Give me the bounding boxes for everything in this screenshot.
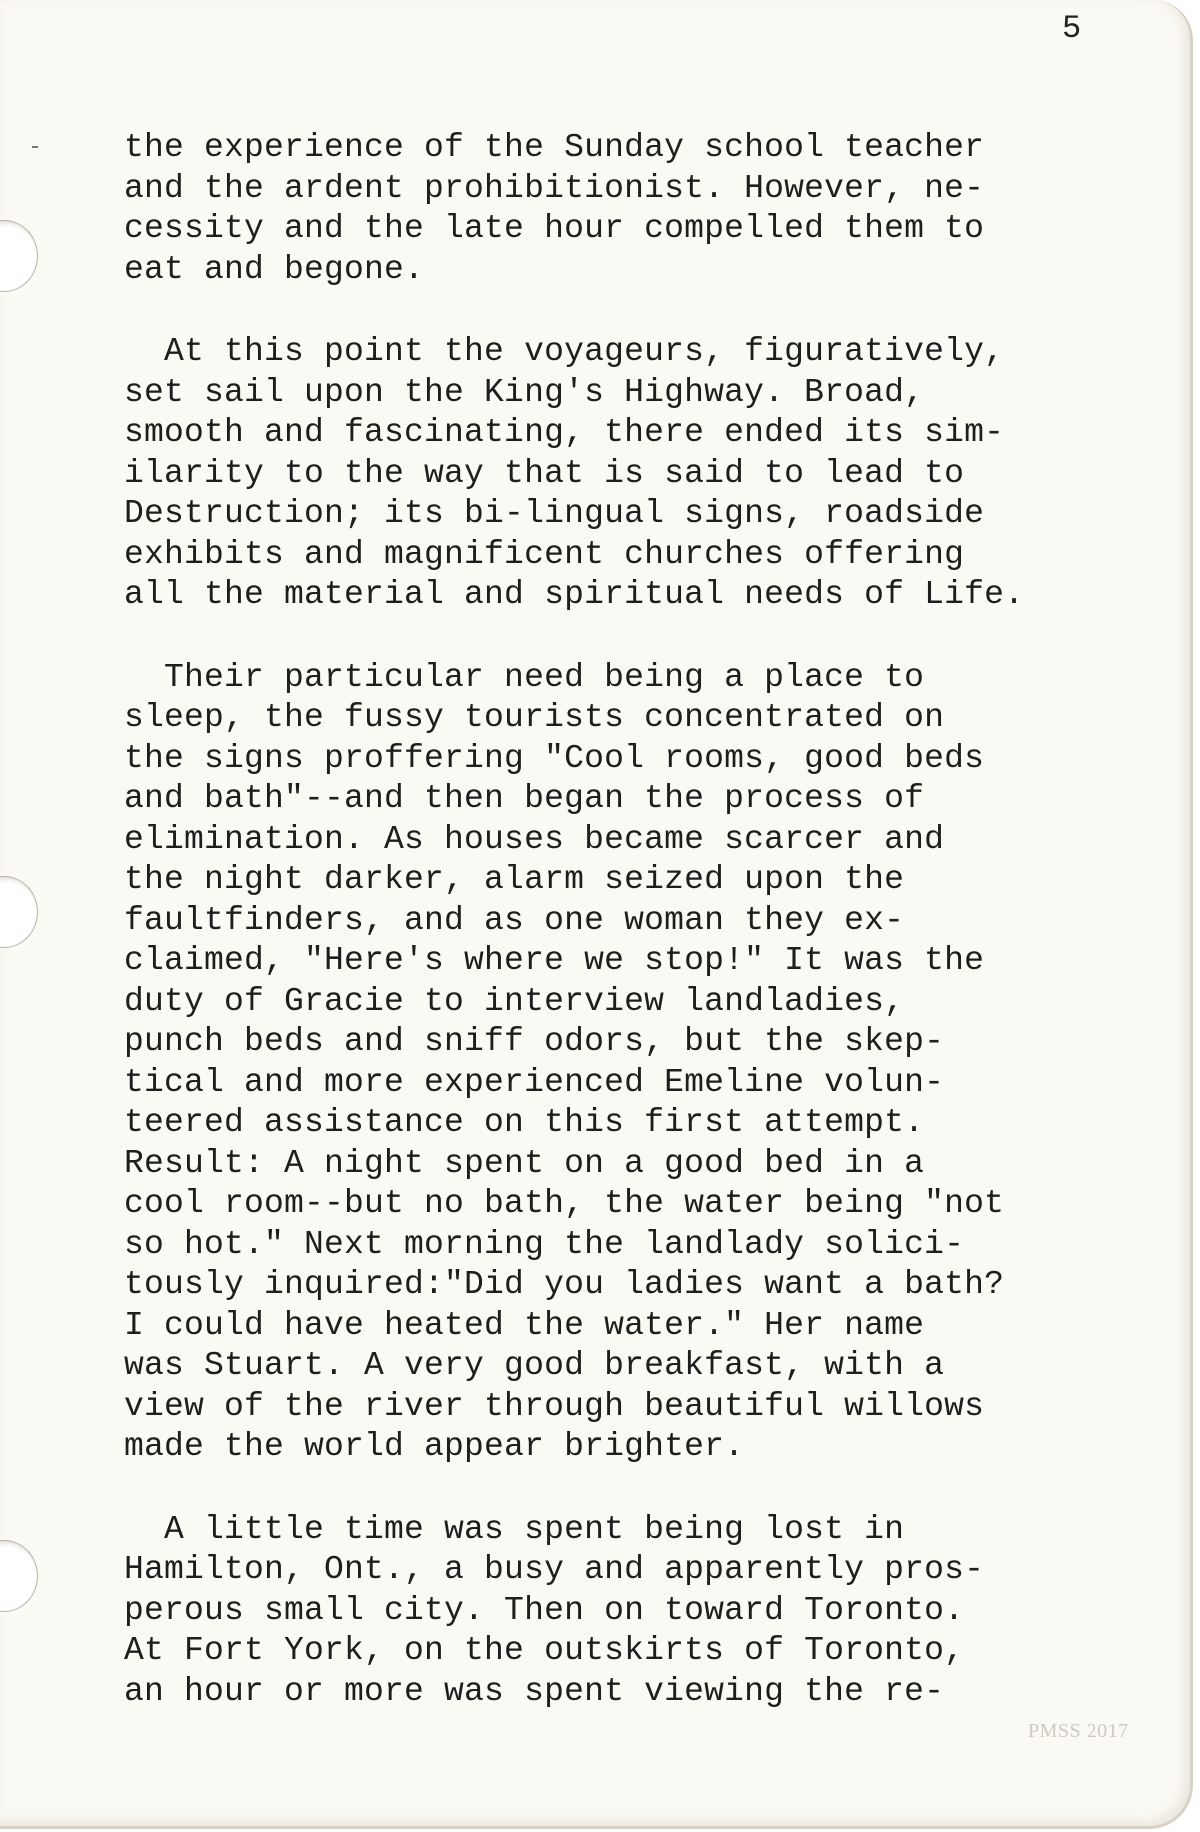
text-line: made the world appear brighter. (124, 1428, 745, 1465)
text-line: Destruction; its bi-lingual signs, roadside (124, 495, 985, 532)
paragraph (124, 332, 1184, 616)
archive-watermark: PMSS 2017 (1028, 1720, 1129, 1742)
stray-ink-mark (32, 146, 38, 148)
text-line: the signs proffering "Cool rooms, good beds (124, 739, 985, 777)
text-line: and bath"--and then began the process of (124, 780, 925, 817)
text-line: so hot." Next morning the landlady solici- (124, 1225, 965, 1263)
binder-hole-middle (0, 876, 38, 948)
binder-hole-top (0, 220, 38, 292)
text-line: smooth and fascinating, there ended its sim- (124, 414, 1005, 451)
text-line: claimed, "Here's where we stop!" It was the (124, 942, 985, 979)
paragraph (124, 128, 1184, 290)
text-line: Hamilton, Ont., a busy and apparently pros- (124, 1551, 985, 1588)
binder-hole-bottom (0, 1540, 38, 1612)
text-line: view of the river through beautiful willows (124, 1387, 985, 1425)
text-line: sleep, the fussy tourists concentrated on (124, 699, 945, 736)
text-line: elimination. As houses became scarcer and (124, 820, 945, 858)
text-line: cessity and the late hour compelled them to (124, 210, 985, 247)
text-line: I could have heated the water." Her name (124, 1306, 925, 1344)
text-line: and the ardent prohibitionist. However, ne- (124, 169, 985, 207)
paragraph (124, 1510, 1184, 1713)
text-line: At Fort York, on the outskirts of Toronto, (124, 1632, 965, 1669)
text-line: the night darker, alarm seized upon the (124, 861, 905, 898)
text-line: faultfinders, and as one woman they ex- (124, 901, 905, 939)
paragraph (124, 658, 1184, 1468)
text-line: the experience of the Sunday school teacher (124, 129, 985, 166)
text-line: was Stuart. A very good breakfast, with a (124, 1347, 945, 1384)
text-line: A little time was spent being lost in (124, 1510, 905, 1548)
text-line: ilarity to the way that is said to lead to (124, 454, 965, 492)
text-line: an hour or more was spent viewing the re- (124, 1672, 945, 1710)
text-line: punch beds and sniff odors, but the skep- (124, 1023, 945, 1060)
page-number: 5 (1062, 10, 1082, 47)
text-line: set sail upon the King's Highway. Broad, (124, 373, 925, 411)
text-line: cool room--but no bath, the water being "not (124, 1185, 1005, 1222)
text-line: duty of Gracie to interview landladies, (124, 982, 905, 1020)
text-line: tously inquired:"Did you ladies want a bath? (124, 1266, 1005, 1303)
text-line: Result: A night spent on a good bed in a (124, 1144, 925, 1182)
text-line: exhibits and magnificent churches offering (124, 535, 965, 573)
text-line: eat and begone. (124, 250, 425, 288)
text-line: perous small city. Then on toward Toronto. (124, 1591, 965, 1629)
text-line: teered assistance on this first attempt. (124, 1104, 925, 1141)
text-line: tical and more experienced Emeline volun- (124, 1063, 945, 1101)
text-line: all the material and spiritual needs of Life. (124, 576, 1025, 613)
text-line: At this point the voyageurs, figuratively, (124, 333, 1005, 370)
text-line: Their particular need being a place to (124, 658, 925, 696)
typewritten-text-body (124, 128, 1184, 1712)
